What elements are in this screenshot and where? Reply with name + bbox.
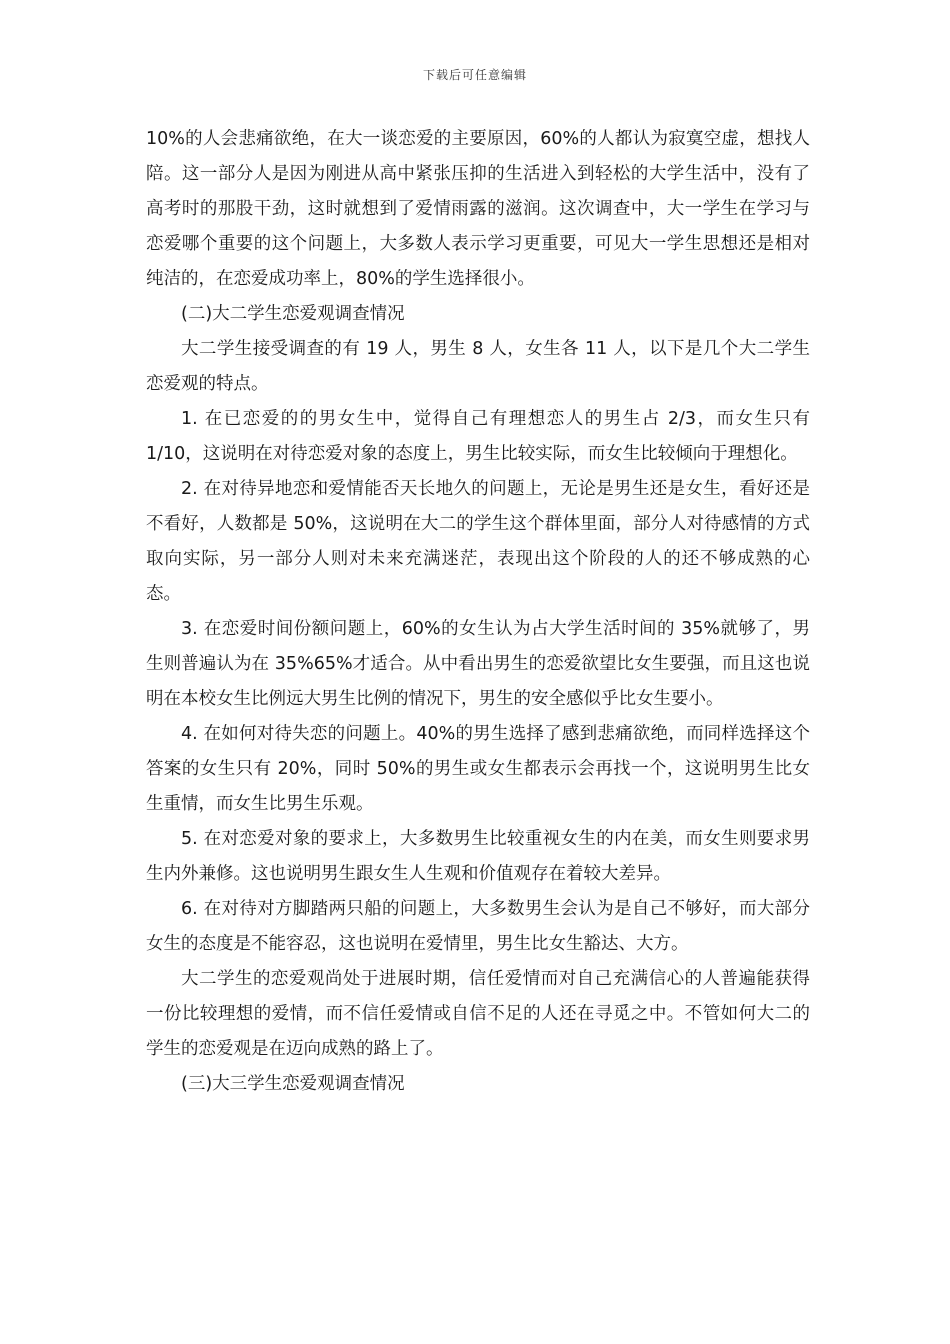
section-heading-junior: (三)大三学生恋爱观调查情况 bbox=[181, 1074, 405, 1094]
paragraph-sophomore-intro: 大二学生接受调查的有 19 人，男生 8 人，女生各 11 人，以下是几个大二学生恋爱观的特点。 bbox=[146, 339, 810, 394]
paragraph-continuation: 10%的人会悲痛欲绝，在大一谈恋爱的主要原因，60%的人都认为寂寞空虚，想找人陪。这一部分人是因为刚进从高中紧张压抑的生活进入到轻松的大学生活中，没有了高考时的那股干劲，这时就想到了爱情雨露的滋润。这次调查中，大一学生在学习与恋爱哪个重要的这个问题上，大多数人表示学习更重要，可见大一学生思想还是相对纯洁的，在恋爱成功率上，80%的学生选择很小。 bbox=[146, 129, 810, 289]
paragraph-point-4: 4. 在如何对待失恋的问题上。40%的男生选择了感到悲痛欲绝，而同样选择这个答案的女生只有 20%，同时 50%的男生或女生都表示会再找一个，这说明男生比女生重情，而女生比男生乐观。 bbox=[146, 724, 810, 814]
paragraph-point-1: 1. 在已恋爱的的男女生中，觉得自己有理想恋人的男生占 2/3，而女生只有 1/10，这说明在对待恋爱对象的态度上，男生比较实际，而女生比较倾向于理想化。 bbox=[146, 409, 810, 464]
section-heading-sophomore: (二)大二学生恋爱观调查情况 bbox=[181, 304, 405, 324]
paragraph-sophomore-summary: 大二学生的恋爱观尚处于进展时期，信任爱情而对自己充满信心的人普遍能获得一份比较理想的爱情，而不信任爱情或自信不足的人还在寻觅之中。不管如何大二的学生的恋爱观是在迈向成熟的路上了。 bbox=[146, 969, 810, 1059]
page-header: 下载后可任意编辑 bbox=[422, 68, 527, 82]
paragraph-point-5: 5. 在对恋爱对象的要求上，大多数男生比较重视女生的内在美，而女生则要求男生内外兼修。这也说明男生跟女生人生观和价值观存在着较大差异。 bbox=[146, 829, 810, 884]
paragraph-point-3: 3. 在恋爱时间份额问题上，60%的女生认为占大学生活时间的 35%就够了，男生则普遍认为在 35%65%才适合。从中看出男生的恋爱欲望比女生要强，而且这也说明在本校女生比例远大男生比例的情况下，男生的安全感似乎比女生要小。 bbox=[146, 619, 810, 709]
paragraph-point-6: 6. 在对待对方脚踏两只船的问题上，大多数男生会认为是自己不够好，而大部分女生的态度是不能容忍，这也说明在爱情里，男生比女生豁达、大方。 bbox=[146, 899, 810, 954]
document-body bbox=[146, 122, 810, 1102]
paragraph-point-2: 2. 在对待异地恋和爱情能否天长地久的问题上，无论是男生还是女生，看好还是不看好，人数都是 50%，这说明在大二的学生这个群体里面，部分人对待感情的方式取向实际，另一部分人则对未来充满迷茫，表现出这个阶段的人的还不够成熟的心态。 bbox=[146, 479, 810, 604]
